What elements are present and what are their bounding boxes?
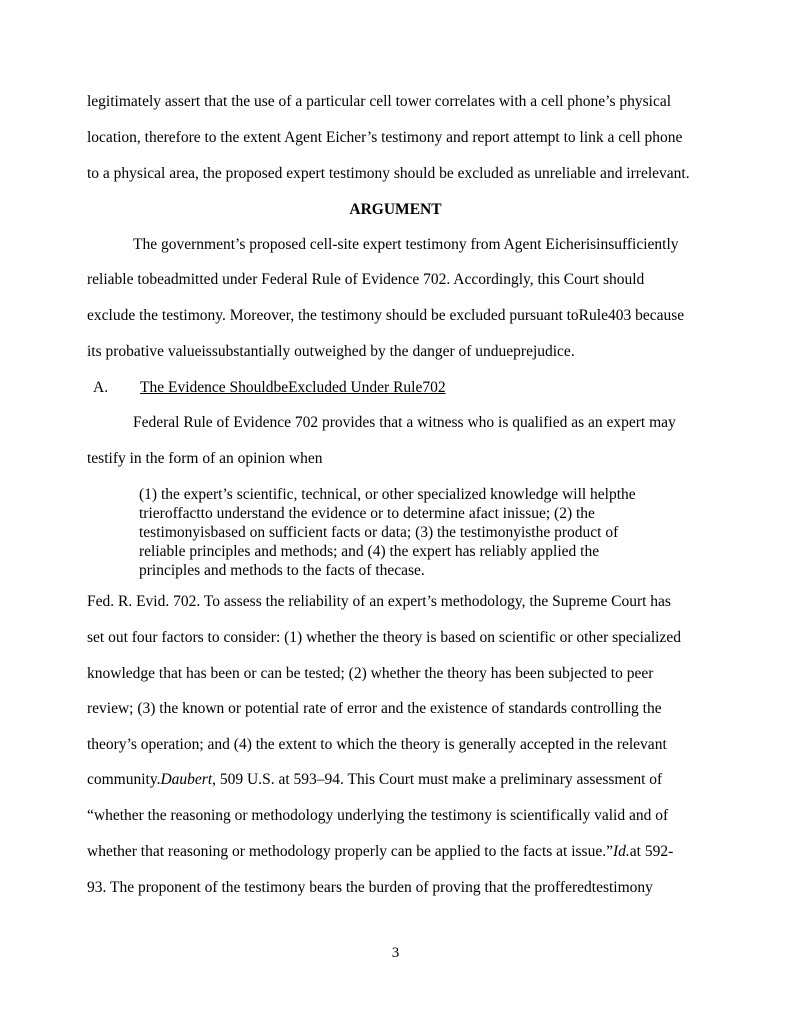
quote-line-5: principles and methods to the facts of thecase. bbox=[139, 562, 425, 579]
section-letter: A. bbox=[93, 379, 109, 396]
argument-line-4: its probative valueissubstantially outweighed by the danger of undueprejudice. bbox=[87, 343, 575, 360]
body-line-3: knowledge that has been or can be tested; (2) whether the theory has been subjected to peer bbox=[87, 665, 654, 682]
page-number: 3 bbox=[391, 945, 400, 961]
daubert-line bbox=[87, 771, 707, 789]
id-pre: whether that reasoning or methodology properly can be applied to the facts at issue.” bbox=[87, 843, 613, 860]
daubert-pre: community. bbox=[87, 771, 161, 788]
body-line-1: Fed. R. Evid. 702. To assess the reliability of an expert’s methodology, the Supreme Court has bbox=[87, 593, 671, 610]
argument-line-2: reliable tobeadmitted under Federal Rule of Evidence 702. Accordingly, this Court should bbox=[87, 271, 645, 288]
intro-line-1: legitimately assert that the use of a particular cell tower correlates with a cell phone’s physical bbox=[87, 93, 672, 110]
rule-line-1: Federal Rule of Evidence 702 provides that a witness who is qualified as an expert may bbox=[133, 414, 676, 431]
daubert-case-name: Daubert bbox=[160, 771, 213, 788]
id-post: at 592- bbox=[629, 843, 674, 860]
quote-line-3: testimonyisbased on sufficient facts or data; (3) the testimonyisthe product of bbox=[139, 524, 619, 541]
quote-body-line: “whether the reasoning or methodology underlying the testimony is scientifically valid and of bbox=[87, 807, 669, 824]
quote-line-1: (1) the expert’s scientific, technical, or other specialized knowledge will helpthe bbox=[139, 486, 636, 503]
argument-line-3: exclude the testimony. Moreover, the testimony should be excluded pursuant toRule403 because bbox=[87, 307, 685, 324]
intro-line-2: location, therefore to the extent Agent Eicher’s testimony and report attempt to link a cell phone bbox=[87, 129, 683, 146]
body-line-2: set out four factors to consider: (1) whether the theory is based on scientific or other specialized bbox=[87, 629, 681, 646]
body-line-5: theory’s operation; and (4) the extent to which the theory is generally accepted in the relevant bbox=[87, 736, 667, 753]
section-title: The Evidence ShouldbeExcluded Under Rule702 bbox=[140, 379, 446, 396]
id-line bbox=[87, 843, 707, 861]
block-quote bbox=[139, 485, 659, 580]
id-cite: Id. bbox=[612, 843, 630, 860]
quote-line-2: trieroffactto understand the evidence or to determine afact inissue; (2) the bbox=[139, 505, 595, 522]
body-line-4: review; (3) the known or potential rate of error and the existence of standards controlling the bbox=[87, 700, 662, 717]
quote-line-4: reliable principles and methods; and (4) the expert has reliably applied the bbox=[139, 543, 600, 560]
section-heading bbox=[93, 379, 446, 397]
argument-line-1: The government’s proposed cell-site expert testimony from Agent Eicherisinsufficiently bbox=[133, 236, 679, 253]
argument-heading: ARGUMENT bbox=[349, 201, 442, 218]
intro-line-3: to a physical area, the proposed expert testimony should be excluded as unreliable and irrelevant. bbox=[87, 165, 690, 182]
last-line: 93. The proponent of the testimony bears the burden of proving that the profferedtestimony bbox=[87, 879, 653, 896]
rule-line-2: testify in the form of an opinion when bbox=[87, 450, 323, 467]
daubert-post: , 509 U.S. at 593–94. This Court must make a preliminary assessment of bbox=[212, 771, 663, 788]
